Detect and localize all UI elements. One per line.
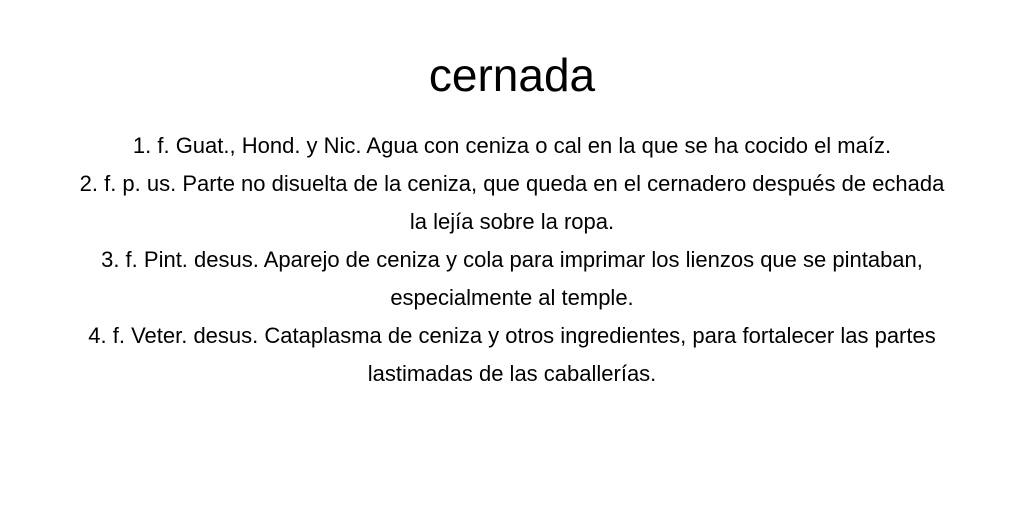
- definition-item: 1. f. Guat., Hond. y Nic. Agua con ceniza o cal en la que se ha cocido el maíz.: [132, 133, 892, 158]
- definitions-list: [70, 127, 954, 393]
- headword-title: cernada: [428, 49, 596, 101]
- definition-item: 4. f. Veter. desus. Cataplasma de ceniza y otros ingredientes, para fortalecer las partes lastimadas de las caballerías.: [88, 323, 936, 386]
- definition-item: 3. f. Pint. desus. Aparejo de ceniza y cola para imprimar los lienzos que se pintaban, especialmente al temple.: [101, 247, 923, 310]
- definition-item: 2. f. p. us. Parte no disuelta de la ceniza, que queda en el cernadero después de echada la lejía sobre la ropa.: [79, 171, 945, 234]
